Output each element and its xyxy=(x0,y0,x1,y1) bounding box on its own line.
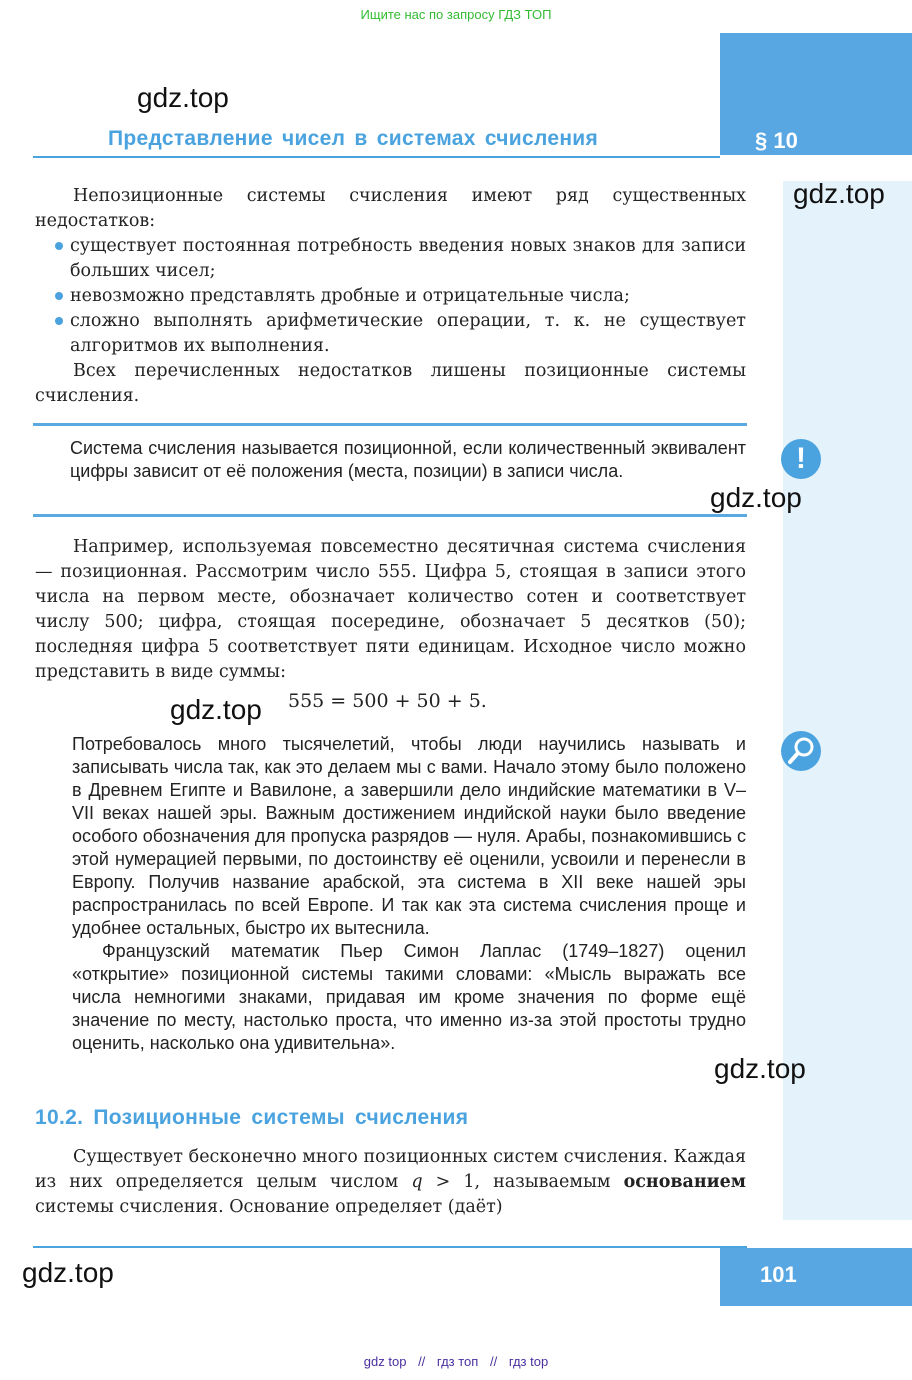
subsection-text-part: системы счисления. Основание определяет (даёт) xyxy=(35,1197,503,1217)
list-item: невозможно представлять дробные и отрицательные числа; xyxy=(35,284,746,309)
footer-item: gdz top xyxy=(363,1354,407,1369)
definition-top-rule xyxy=(33,423,747,426)
history-paragraph: Французский математик Пьер Симон Лаплас (1749–1827) оценил «открытие» позиционной системы такими словами: «Мысль выражать все числа немногими знаками, придавая им кроме значения по форме ещё значение по месту, настолько проста, что именно из-за этой простоты трудно оценить, насколько она удивительна». xyxy=(72,941,746,1053)
page-title: Представление чисел в системах счисления xyxy=(108,127,599,150)
subsection-text-part: Существует бесконечно много позиционных систем счисления. Каждая из них определяется целым числом xyxy=(35,1147,746,1192)
q-symbol: q xyxy=(411,1172,423,1192)
footer-separator: // xyxy=(418,1354,426,1369)
intro-lead: Непозиционные системы счисления имеют ряд существенных недостатков: xyxy=(35,186,746,231)
definition-bottom-rule xyxy=(33,514,747,517)
side-strip-top xyxy=(720,33,912,155)
subsection-text-part: > 1, называемым xyxy=(422,1172,624,1192)
history-block xyxy=(72,733,746,1055)
example-text: Например, используемая повсеместно десятичная система счисления — позиционная. Рассмотрим число 555. Цифра 5, стоящая в записи этого числа на первом месте, обозначает количество сотен и соответствует числу 500; цифра, стоящая посередине, обозначает 5 десятков (50); последняя цифра 5 соответствует пяти единицам. Исходное число можно представить в виде суммы: xyxy=(35,537,746,682)
sum-formula: 555 = 500 + 50 + 5. xyxy=(288,690,487,712)
magnifier-glyph xyxy=(781,731,821,771)
subsection-text xyxy=(35,1145,746,1220)
subsection-title: 10.2. Позиционные системы счисления xyxy=(35,1106,469,1129)
footer-divider xyxy=(33,1246,747,1248)
watermark: gdz.top xyxy=(170,694,262,725)
footer-item: гдз top xyxy=(508,1354,549,1369)
section-mark: § 10 xyxy=(755,128,798,153)
watermark: gdz.top xyxy=(710,482,802,513)
list-item: сложно выполнять арифметические операции, т. к. не существует алгоритмов их выполнения. xyxy=(35,309,746,359)
header-divider xyxy=(33,156,720,158)
watermark: gdz.top xyxy=(793,178,885,209)
watermark: gdz.top xyxy=(714,1053,806,1084)
side-strip-bottom xyxy=(720,1248,912,1306)
footer-separator: // xyxy=(489,1354,498,1369)
footer-item: гдз топ xyxy=(436,1354,479,1369)
history-paragraph: Потребовалось много тысячелетий, чтобы люди научились называть и записывать числа так, как это делаем мы с вами. Начало этому было положено в Древнем Египте и Вавилоне, а завершили дело индийские математики в V–VII веках нашей эры. Важным достижением индийской науки было введение особого обозначения для пропуска разрядов — нуля. Арабы, познакомившись с этой нумерацией первыми, по достоинству её оценили, усвоили и перенесли в Европу. Получив название арабской, эта система в XII веке нашей эры распространилась по всей Европе. И так как эта система счисления проще и удобнее остальных, быстро их вытеснила. xyxy=(72,734,746,938)
watermark: gdz.top xyxy=(137,82,229,113)
list-item: существует постоянная потребность введения новых знаков для записи больших чисел; xyxy=(35,234,746,284)
exclamation-icon: ! xyxy=(781,439,821,479)
page-number: 101 xyxy=(760,1262,797,1287)
top-banner: Ищите нас по запросу ГДЗ ТОП xyxy=(360,7,552,22)
footer xyxy=(0,1354,912,1369)
definition-text: Система счисления называется позиционной, если количественный эквивалент цифры зависит от её положения (места, позиции) в записи числа. xyxy=(70,438,746,481)
watermark: gdz.top xyxy=(22,1257,114,1288)
intro-block xyxy=(35,184,746,409)
magnifier-icon xyxy=(781,731,821,771)
intro-closing: Всех перечисленных недостатков лишены позиционные системы счисления. xyxy=(35,361,746,406)
bold-term: основанием xyxy=(623,1172,746,1192)
